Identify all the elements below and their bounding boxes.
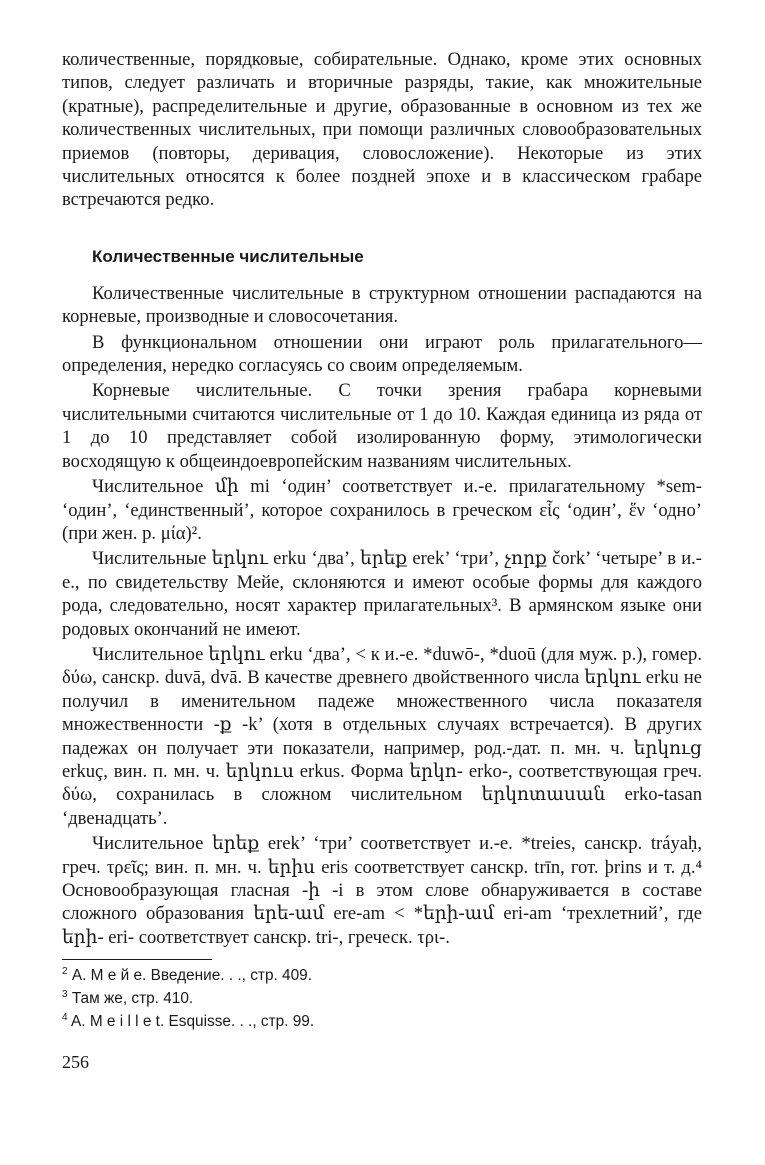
paragraph: Числительные երկու erku ‘два’, երեք erek’ ‘три’, չորք čork’ ‘четыре’ в и.-е., по свидетельству Мейе, склоняются и имеют особые формы для каждого рода, следовательно, носят характер прилагательных³. В армянском языке они родовых окончаний не имеют. bbox=[62, 548, 702, 640]
page-number: 256 bbox=[62, 1051, 89, 1072]
section-heading: Количественные числительные bbox=[92, 246, 364, 266]
paragraph: Корневые числительные. С точки зрения грабара корневыми числительными считаются числительные от 1 до 10. Каждая единица из ряда от 1 до 10 представляет собой изолированную форму, этимологически восходящую к общеиндоевропейским названиям числительных. bbox=[62, 380, 702, 472]
footnote: $^3$ Там же, стр. 410. bbox=[62, 989, 194, 1008]
paragraph: В функциональном отношении они играют роль прилагательного—определения, нередко согласуясь со своим определяемым. bbox=[62, 331, 702, 377]
paragraph: Числительное մի mi ‘один’ соответствует и.-е. прилагательному *sem- ‘один’, ‘единственный’, которое сохранилось в греческом εἷς ‘один’, ἕν ‘одно’ (при жен. р. μία)². bbox=[62, 476, 702, 544]
paragraph: Числительное երկու erku ‘два’, < к и.-е. *duwō-, *duoū (для муж. р.), гомер. δύω, санскр. duvā, dvā. В качестве древнего двойственного числа երկու erku не получил в именительном падеже множественного числа показателя множественности -ք -k’ (хотя в отдельных случаях встречается). В других падежах он получает эти показатели, например, род.-дат. п. мн. ч. երկուց erkuç, вин. п. мн. ч. երկուս erkus. Форма երկո- erko-, соответствующая греч. δύω, сохранилась в сложном числительном երկոտասան erko-tasan ‘двенадцать’. bbox=[62, 643, 702, 829]
paragraph: Количественные числительные в структурном отношении распадаются на корневые, производные и словосочетания. bbox=[62, 282, 702, 328]
footnotes bbox=[62, 959, 315, 1031]
footnote: $^2$ А. М е й е. Введение. . ., стр. 409. bbox=[62, 966, 313, 985]
paragraph: Числительное երեք erek’ ‘три’ соответствует и.-е. *treies, санскр. tráyaḥ, греч. τρεῖς; вин. п. мн. ч. երիս eris соответствует санскр. trīn, гот. þrins и т. д.⁴ Основообразующая гласная -ի -i в этом слове обнаруживается в составе сложного образования երե-ամ ere-am < *երի-ամ eri-am ‘трехлетний’, где երի- eri- соответствует санскр. tri-, греческ. τρι-. bbox=[62, 833, 702, 948]
page-body bbox=[62, 48, 702, 1073]
footnote: $^4$ A. M e i l l e t. Esquisse. . ., стр. 99. bbox=[62, 1012, 315, 1031]
paragraph-continuation: количественные, порядковые, собирательные. Однако, кроме этих основных типов, следует различать и вторичные разряды, такие, как множительные (кратные), распределительные и другие, образованные в основном из тех же количественных числительных, при помощи различных словообразовательных приемов (повторы, деривация, словосложение). Некоторые из этих числительных относятся к более поздней эпохе и в классическом грабаре встречаются редко. bbox=[62, 49, 702, 211]
